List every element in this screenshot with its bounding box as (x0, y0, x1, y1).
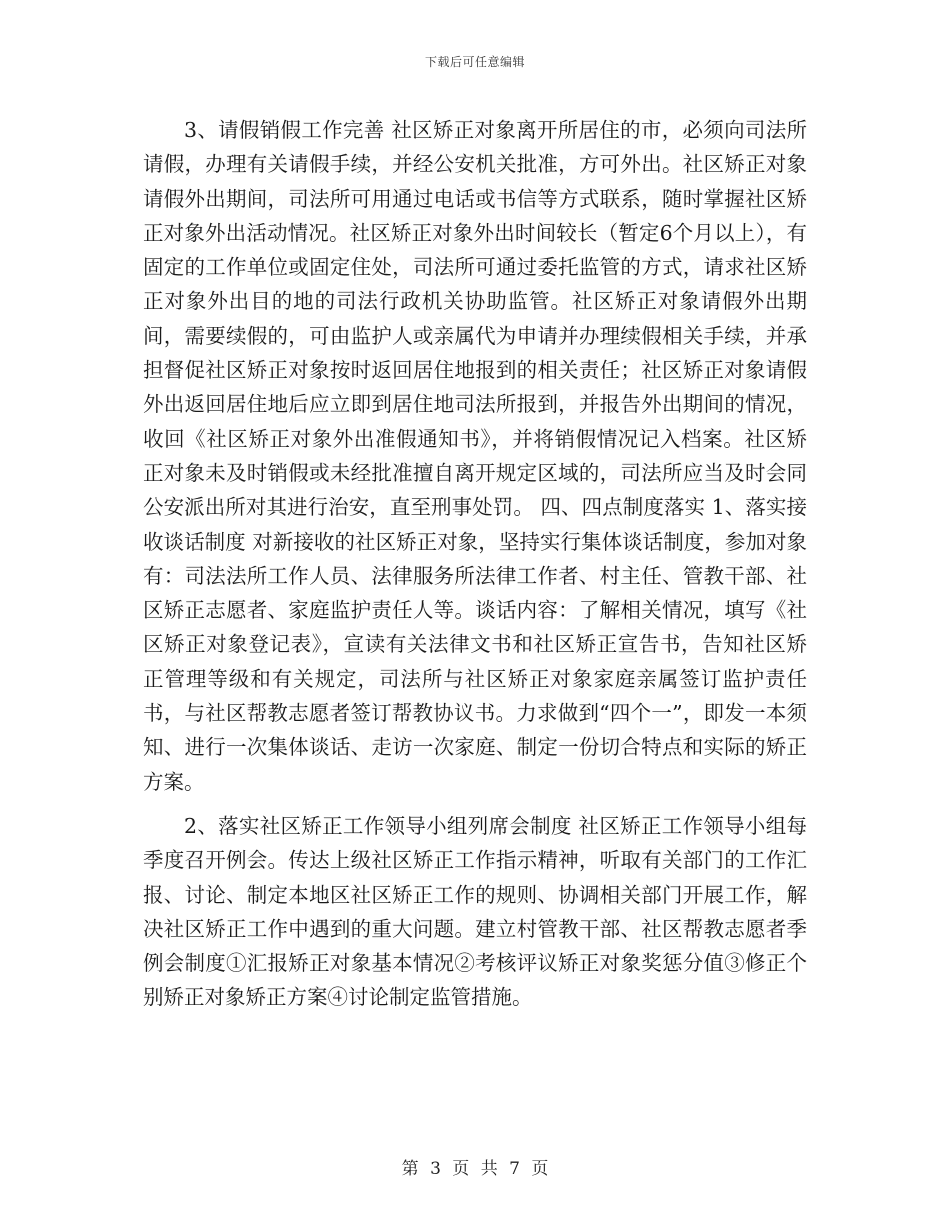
body-paragraph-2: 2、落实社区矫正工作领导小组列席会制度 社区矫正工作领导小组每季度召开例会。传达上级社区矫正工作指示精神，听取有关部门的工作汇报、讨论、制定本地区社区矫正工作的规则、协调相关部门开展工作，解决社区矫正工作中遇到的重大问题。建立村管教干部、社区帮教志愿者季例会制度①汇报矫正对象基本情况②考核评议矫正对象奖惩分值③修正个别矫正对象矫正方案④讨论制定监管措施。 (143, 813, 807, 1010)
document-body (143, 113, 807, 1015)
page-number-footer: 第 3 页 共 7 页 (401, 1159, 549, 1179)
body-paragraph-1: 3、请假销假工作完善 社区矫正对象离开所居住的市，必须向司法所请假，办理有关请假手续，并经公安机关批准，方可外出。社区矫正对象请假外出期间，司法所可用通过电话或书信等方式联系，随时掌握社区矫正对象外出活动情况。社区矫正对象外出时间较长（暂定6个月以上），有固定的工作单位或固定住处，司法所可通过委托监管的方式，请求社区矫正对象外出目的地的司法行政机关协助监管。社区矫正对象请假外出期间，需要续假的，可由监护人或亲属代为申请并办理续假相关手续，并承担督促社区矫正对象按时返回居住地报到的相关责任；社区矫正对象请假外出返回居住地后应立即到居住地司法所报到，并报告外出期间的情况，收回《社区矫正对象外出准假通知书》，并将销假情况记入档案。社区矫正对象未及时销假或未经批准擅自离开规定区域的，司法所应当及时会同公安派出所对其进行治安，直至刑事处罚。 四、四点制度落实 1、落实接收谈话制度 对新接收的社区矫正对象，坚持实行集体谈话制度，参加对象有：司法法所工作人员、法律服务所法律工作者、村主任、管教干部、社区矫正志愿者、家庭监护责任人等。谈话内容：了解相关情况，填写《社区矫正对象登记表》，宣读有关法律文书和社区矫正宣告书，告知社区矫正管理等级和有关规定，司法所与社区矫正对象家庭亲属签订监护责任书，与社区帮教志愿者签订帮教协议书。力求做到“四个一”，即发一本须知、进行一次集体谈话、走访一次家庭、制定一份切合特点和实际的矫正方案。 (143, 118, 807, 794)
page-header-note: 下载后可任意编辑 (424, 55, 525, 69)
